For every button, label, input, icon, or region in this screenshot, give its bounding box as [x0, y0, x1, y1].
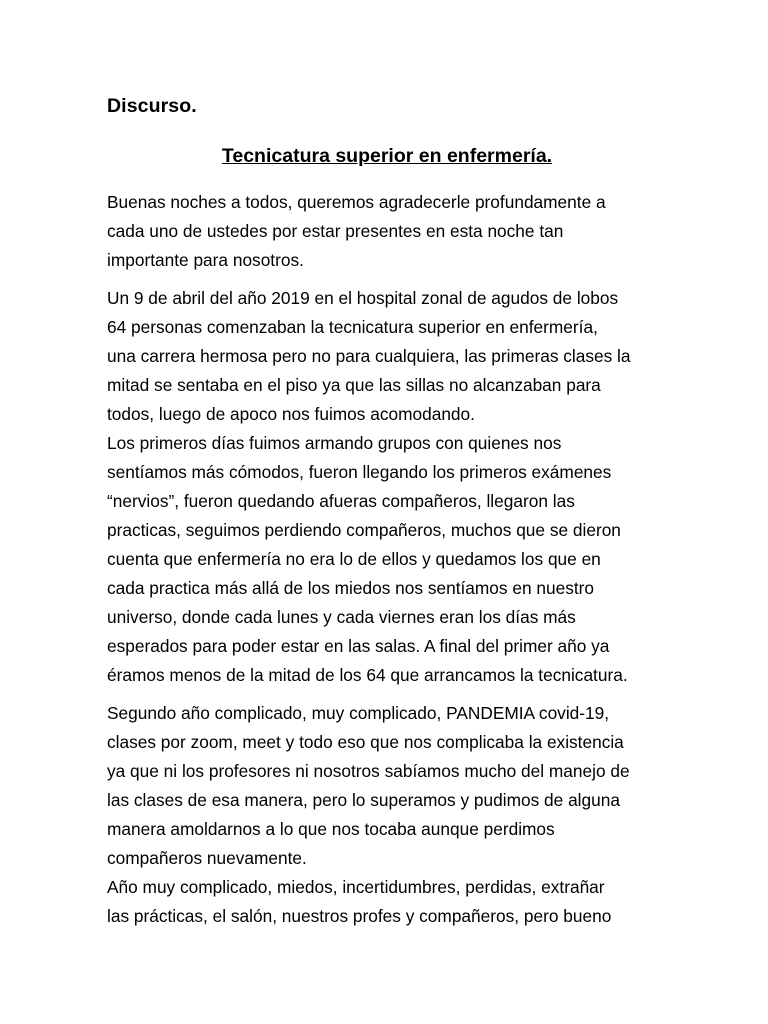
text-line: una carrera hermosa pero no para cualquiera, las primeras clases la	[107, 346, 631, 366]
text-line: 64 personas comenzaban la tecnicatura superior en enfermería,	[107, 317, 598, 337]
text-line: cuenta que enfermería no era lo de ellos y quedamos los que en	[107, 549, 601, 569]
paragraph-beginning	[107, 284, 667, 429]
text-line: Buenas noches a todos, queremos agradecerle profundamente a	[107, 192, 606, 212]
text-line: sentíamos más cómodos, fueron llegando los primeros exámenes	[107, 462, 612, 482]
document-page	[107, 92, 667, 940]
text-line: “nervios”, fueron quedando afueras compañeros, llegaron las	[107, 491, 575, 511]
text-line: Año muy complicado, miedos, incertidumbres, perdidas, extrañar	[107, 877, 605, 897]
text-line: esperados para poder estar en las salas. A final del primer año ya	[107, 636, 610, 656]
text-line: todos, luego de apoco nos fuimos acomodando.	[107, 404, 475, 424]
text-line: Los primeros días fuimos armando grupos con quienes nos	[107, 433, 562, 453]
document-subtitle: Tecnicatura superior en enfermería.	[221, 145, 553, 167]
text-line: Un 9 de abril del año 2019 en el hospital zonal de agudos de lobos	[107, 288, 619, 308]
text-line: cada practica más allá de los miedos nos sentíamos en nuestro	[107, 578, 595, 598]
text-line: compañeros nuevamente.	[107, 848, 307, 868]
text-line: éramos menos de la mitad de los 64 que arrancamos la tecnicatura.	[107, 665, 628, 685]
paragraph-first-days	[107, 429, 667, 690]
paragraph-second-year	[107, 699, 667, 873]
text-line: Segundo año complicado, muy complicado, PANDEMIA covid-19,	[107, 703, 610, 723]
document-heading: Discurso.	[107, 95, 197, 117]
paragraph-greeting	[107, 188, 667, 275]
text-line: importante para nosotros.	[107, 250, 304, 270]
text-line: las clases de esa manera, pero lo superamos y pudimos de alguna	[107, 790, 620, 810]
text-line: mitad se sentaba en el piso ya que las sillas no alcanzaban para	[107, 375, 601, 395]
text-line: ya que ni los profesores ni nosotros sabíamos mucho del manejo de	[107, 761, 630, 781]
text-line: universo, donde cada lunes y cada viernes eran los días más	[107, 607, 576, 627]
text-line: las prácticas, el salón, nuestros profes y compañeros, pero bueno	[107, 906, 612, 926]
text-line: cada uno de ustedes por estar presentes en esta noche tan	[107, 221, 564, 241]
text-line: manera amoldarnos a lo que nos tocaba aunque perdimos	[107, 819, 555, 839]
text-line: clases por zoom, meet y todo eso que nos complicaba la existencia	[107, 732, 624, 752]
text-line: practicas, seguimos perdiendo compañeros, muchos que se dieron	[107, 520, 621, 540]
paragraph-difficult-year	[107, 873, 667, 931]
